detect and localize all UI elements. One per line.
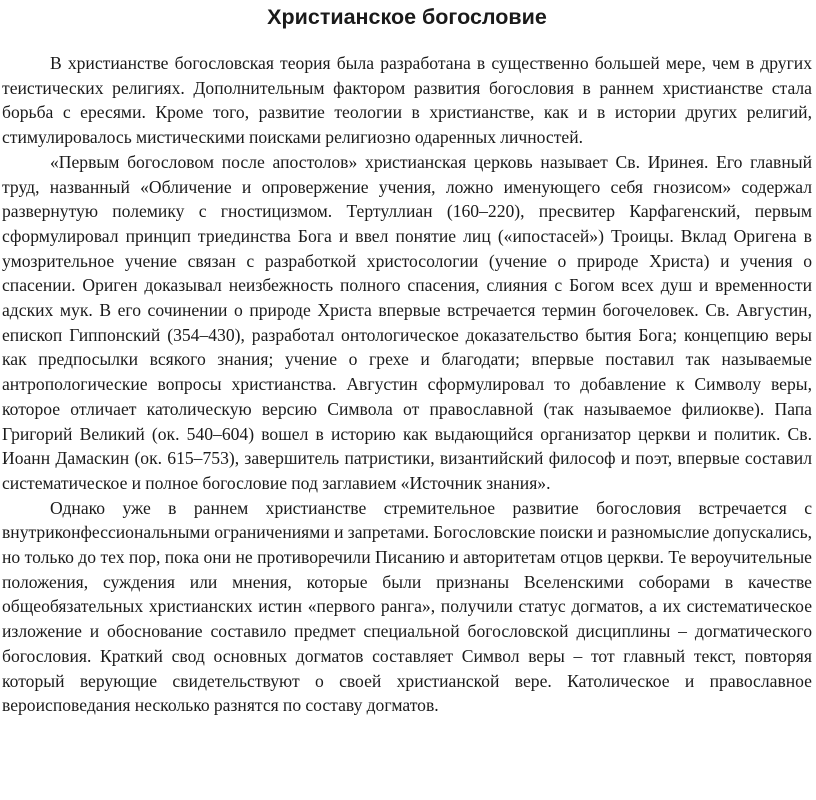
paragraph-2: «Первым богословом после апостолов» христианская церковь называет Св. Иринея. Его главный труд, названный «Обличение и опровержение учения, ложно именующего себя гнозисом» содержал развернутую полемику с гностицизмом. Тертуллиан (160–220), пресвитер Карфагенский, первым сформулировал принцип триединства Бога и ввел понятие лиц («ипостасей») Троицы. Вклад Оригена в умозрительное учение связан с разработкой христосологии (учение о природе Христа) и учения о спасении. Ориген доказывал неизбежность полного спасения, слияния с Богом всех душ и временности адских мук. В его сочинении о природе Христа впервые встречается термин богочеловек. Св. Августин, епископ Гиппонский (354–430), разработал онтологическое доказательство бытия Бога; концепцию веры как предпосылки всякого знания; учение о грехе и благодати; впервые поставил так называемые антропологические вопросы христианства. Августин сформулировал то добавление к Символу веры, которое отличает католическую версию Символа от православной (так называемое филиокве). Папа Григорий Великий (ок. 540–604) вошел в историю как выдающийся организатор церкви и политик. Св. Иоанн Дамаскин (ок. 615–753), завершитель патристики, византийский философ и поэт, впервые составил систематическое и полное богословие под заглавием «Источник знания». <box>2 151 812 493</box>
page-title: Христианское богословие <box>267 5 547 29</box>
paragraph-1: В христианстве богословская теория была разработана в существенно большей мере, чем в других теистических религиях. Дополнительным фактором развития богословия в раннем христианстве стала борьба с ересями. Кроме того, развитие теологии в христианстве, как и в истории других религий, стимулировалось мистическими поисками религиозно одаренных личностей. <box>2 53 812 148</box>
paragraph-3: Однако уже в раннем христианстве стремительное развитие богословия встречается с внутриконфессиональными ограничениями и запретами. Богословские поиски и разномыслие допускались, но только до тех пор, пока они не противоречили Писанию и авторитетам отцов церкви. Те вероучительные положения, суждения или мнения, которые были признаны Вселенскими соборами в качестве общеобязательных христианских истин «первого ранга», получили статус догматов, а их систематическое изложение и обоснование составило предмет специальной богословской дисциплины – догматического богословия. Краткий свод основных догматов составляет Символ веры – тот главный текст, повторяя который верующие свидетельствуют о своей христианской вере. Католическое и православное вероисповедания несколько разнятся по составу догматов. <box>2 497 812 716</box>
document-body <box>2 51 812 718</box>
